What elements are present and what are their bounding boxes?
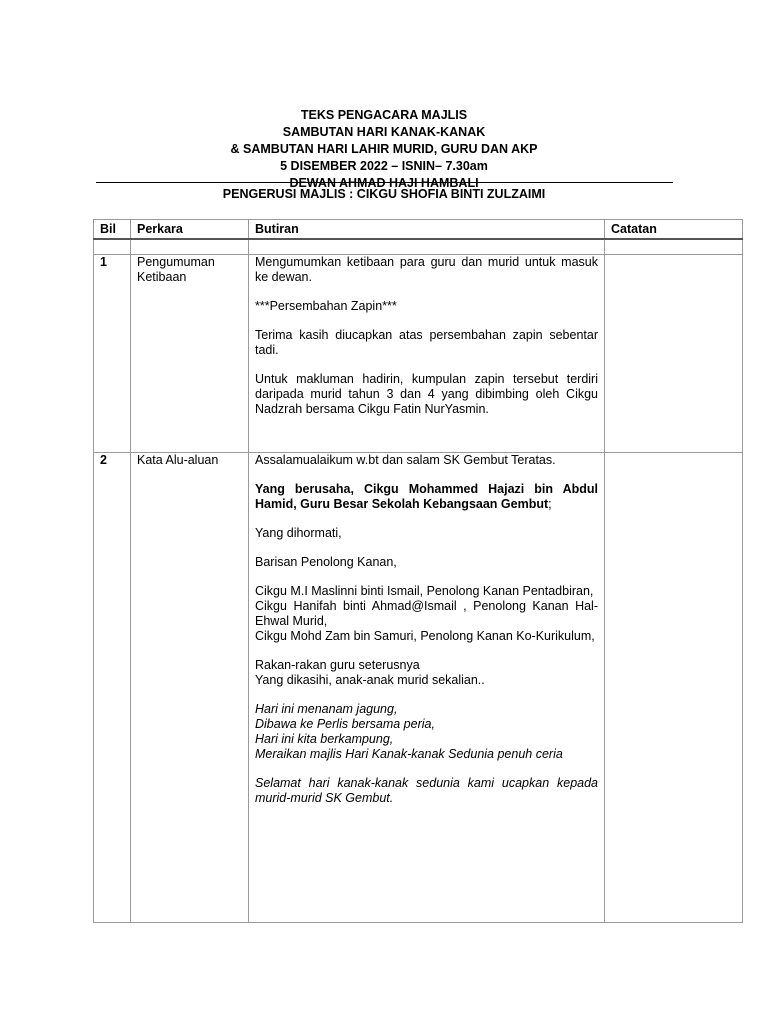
butiran-paragraph: ***Persembahan Zapin*** bbox=[255, 299, 397, 313]
pantun-line: Hari ini menanam jagung, bbox=[255, 702, 398, 716]
chairperson-line: PENGERUSI MAJLIS : CIKGU SHOFIA BINTI ZULZAIMI bbox=[222, 187, 546, 201]
row-butiran bbox=[249, 255, 605, 453]
row-number: 2 bbox=[94, 453, 131, 923]
pantun-line: Dibawa ke Perlis bersama peria, bbox=[255, 717, 435, 731]
table-spacer-row bbox=[94, 239, 743, 255]
butiran-paragraph bbox=[255, 482, 598, 512]
header-divider bbox=[96, 182, 673, 183]
header-catatan: Catatan bbox=[605, 220, 743, 240]
header-subevent: & SAMBUTAN HARI LAHIR MURID, GURU DAN AKP bbox=[230, 142, 538, 156]
pantun-line: Hari ini kita berkampung, bbox=[255, 732, 394, 746]
header-butiran: Butiran bbox=[249, 220, 605, 240]
header-bil: Bil bbox=[94, 220, 131, 240]
butiran-paragraph: Yang dihormati, bbox=[255, 526, 342, 540]
greeting-line: Yang dikasihi, anak-anak murid sekalian.. bbox=[255, 673, 485, 687]
assistant-head-line: Cikgu Mohd Zam bin Samuri, Penolong Kanan Ko-Kurikulum, bbox=[255, 629, 595, 643]
row-perkara: Kata Alu-aluan bbox=[131, 453, 249, 923]
pantun-verse bbox=[255, 702, 598, 762]
greeting-punctuation: ; bbox=[548, 497, 552, 511]
assistant-head-line: Cikgu Hanifah binti Ahmad@Ismail , Penolong Kanan Hal-Ehwal Murid, bbox=[255, 599, 598, 628]
row-perkara bbox=[131, 255, 249, 453]
butiran-paragraph: Selamat hari kanak-kanak sedunia kami ucapkan kepada murid-murid SK Gembut. bbox=[255, 776, 598, 805]
header-event: SAMBUTAN HARI KANAK-KANAK bbox=[282, 125, 486, 139]
table-row bbox=[94, 255, 743, 453]
header-perkara: Perkara bbox=[131, 220, 249, 240]
table-header-row bbox=[94, 220, 743, 240]
row-butiran bbox=[249, 453, 605, 923]
row-catatan bbox=[605, 255, 743, 453]
butiran-paragraph bbox=[255, 658, 598, 688]
butiran-paragraph bbox=[255, 584, 598, 644]
butiran-paragraph: Untuk makluman hadirin, kumpulan zapin tersebut terdiri daripada murid tahun 3 dan 4 yang dibimbing oleh Cikgu Nadzrah bersama Cikgu Fatin NurYasmin. bbox=[255, 372, 598, 416]
pantun-line: Meraikan majlis Hari Kanak-kanak Sedunia penuh ceria bbox=[255, 747, 563, 761]
header-venue: DEWAN AHMAD HAJI HAMBALI bbox=[289, 176, 479, 190]
header-date: 5 DISEMBER 2022 – ISNIN– 7.30am bbox=[280, 159, 488, 173]
row-number: 1 bbox=[94, 255, 131, 453]
headmaster-greeting: Yang berusaha, Cikgu Mohammed Hajazi bin Abdul Hamid, Guru Besar Sekolah Kebangsaan Gembut bbox=[255, 482, 598, 511]
perkara-line: Ketibaan bbox=[137, 270, 187, 284]
agenda-table bbox=[93, 219, 743, 923]
document-header bbox=[0, 107, 768, 192]
butiran-paragraph: Mengumumkan ketibaan para guru dan murid untuk masuk ke dewan. bbox=[255, 255, 598, 284]
assistant-head-line: Cikgu M.I Maslinni binti Ismail, Penolong Kanan Pentadbiran, bbox=[255, 584, 594, 598]
greeting-line: Rakan-rakan guru seterusnya bbox=[255, 658, 420, 672]
header-title: TEKS PENGACARA MAJLIS bbox=[300, 108, 468, 122]
butiran-paragraph: Terima kasih diucapkan atas persembahan zapin sebentar tadi. bbox=[255, 328, 598, 357]
butiran-paragraph: Assalamualaikum w.bt dan salam SK Gembut Teratas. bbox=[255, 453, 556, 467]
perkara-line: Pengumuman bbox=[137, 255, 215, 269]
table-row bbox=[94, 453, 743, 923]
row-catatan bbox=[605, 453, 743, 923]
butiran-paragraph: Barisan Penolong Kanan, bbox=[255, 555, 397, 569]
